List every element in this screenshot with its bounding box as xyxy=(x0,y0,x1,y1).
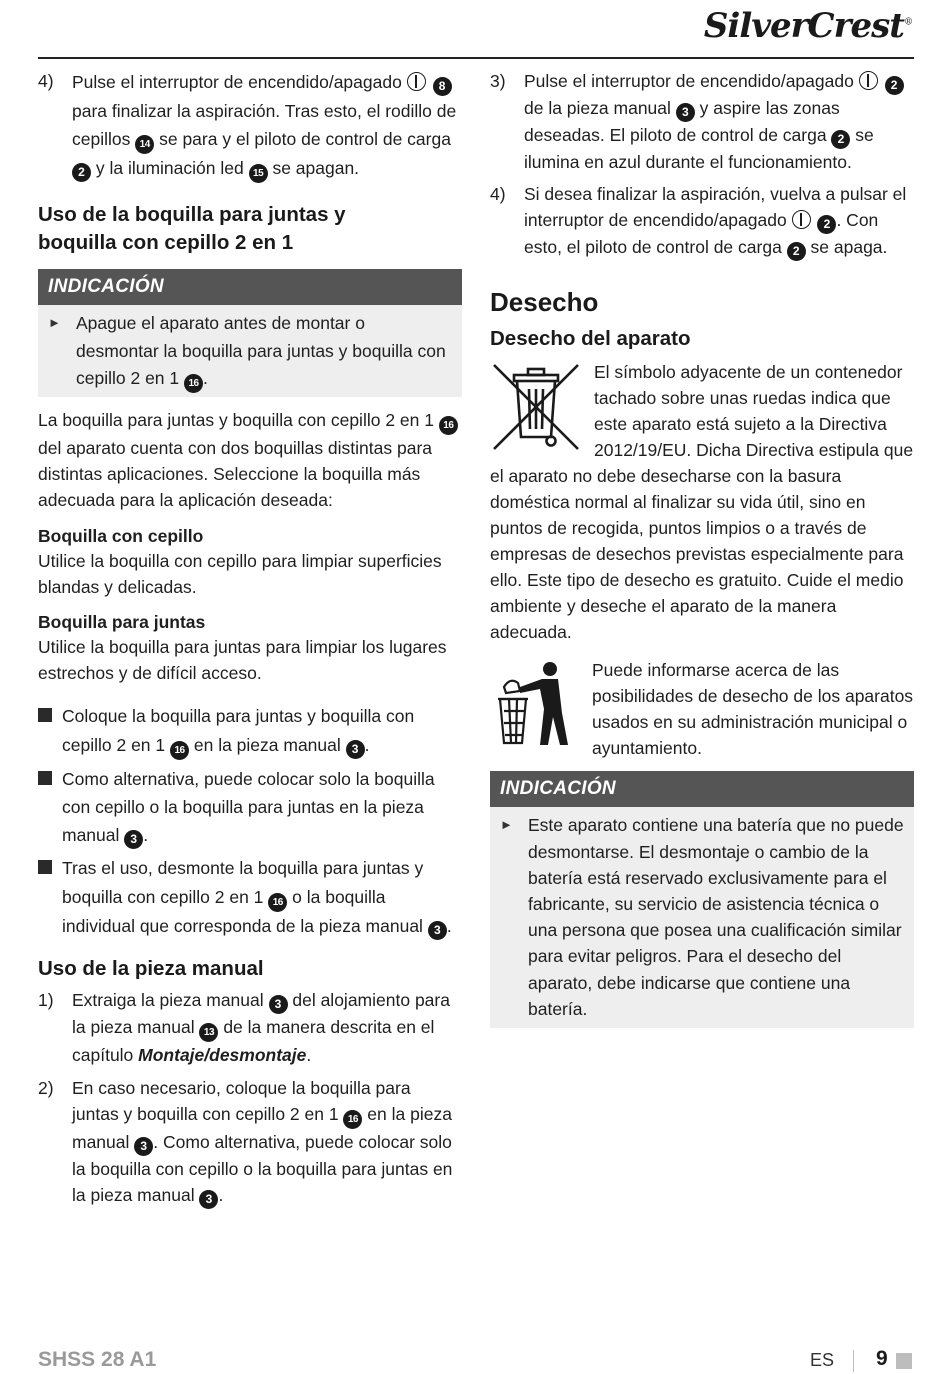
paragraph-nozzles: La boquilla para juntas y boquilla con cepillo 2 en 1 16 del aparato cuenta con dos boquillas distintas para distintas aplicaciones. Seleccione la boquilla más adecuada para la aplicación deseada: xyxy=(38,407,462,514)
callout-badge: 3 xyxy=(199,1190,218,1209)
power-icon xyxy=(859,71,878,90)
callout-badge: 14 xyxy=(135,135,154,154)
subheading-device-disposal: Desecho del aparato xyxy=(490,327,691,351)
bin-block xyxy=(490,657,914,761)
note-heading: INDICACIÓN xyxy=(490,771,914,807)
callout-badge: 16 xyxy=(268,893,287,912)
page-number: 9 xyxy=(876,1347,888,1370)
weee-text: El símbolo adyacente de un contenedor tachado sobre unas ruedas indica que este aparato está sujeto a la Directiva 2012/19/EU. Dicha Directiva estipula que el aparato no debe desecharse con la basura doméstica normal al finalizar su vida útil, sino en puntos de recogida, puntos limpios o a través de empresas de desechos previstas especialmente para ello. Este tipo de desecho es gratuito. Cuide el medio ambiente y deseche el aparato de la manera adecuada. xyxy=(490,362,914,643)
callout-badge: 2 xyxy=(72,163,91,182)
callout-badge: 2 xyxy=(817,215,836,234)
callout-badge: 3 xyxy=(428,921,447,940)
brand-logo: SilverCrest® xyxy=(703,6,912,46)
text-crevice-nozzle: Utilice la boquilla para juntas para limpiar los lugares estrechos y de difícil acceso. xyxy=(38,637,447,684)
right-column xyxy=(490,64,914,1028)
callout-badge: 16 xyxy=(343,1110,362,1129)
arrow-icon: ► xyxy=(48,315,61,330)
callout-badge: 3 xyxy=(134,1137,153,1156)
section-title-handpiece: Uso de la pieza manual xyxy=(38,957,264,981)
callout-badge: 8 xyxy=(433,77,452,96)
text-brush-nozzle: Utilice la boquilla con cepillo para limpiar superficies blandas y delicadas. xyxy=(38,550,442,597)
footer-divider xyxy=(853,1350,854,1372)
callout-badge: 16 xyxy=(170,741,189,760)
left-column xyxy=(38,64,462,1215)
bullet-list xyxy=(38,702,462,941)
bin-text: Puede informarse acerca de las posibilidades de desecho de los aparatos usados en su administración municipal o ayuntamiento. xyxy=(592,660,914,759)
callout-badge: 3 xyxy=(676,103,695,122)
step-4-left: 4) Pulse el interruptor de encendido/apagado 8 para finalizar la aspiración. Tras esto, el rodillo de cepillos 14 se para y el piloto de control de carga 2 y la iluminación led 15 se apagan. xyxy=(38,68,462,183)
person-bin-icon xyxy=(490,659,580,751)
callout-badge: 2 xyxy=(831,130,850,149)
subheading-brush-nozzle: Boquilla con cepillo xyxy=(38,525,204,546)
power-icon xyxy=(792,210,811,229)
header-rule xyxy=(38,57,914,59)
callout-badge: 2 xyxy=(787,242,806,261)
callout-badge: 16 xyxy=(184,374,203,393)
callout-badge: 3 xyxy=(346,740,365,759)
callout-badge: 13 xyxy=(199,1023,218,1042)
arrow-icon: ► xyxy=(500,817,513,833)
note-heading: INDICACIÓN xyxy=(38,269,462,305)
callout-badge: 3 xyxy=(269,995,288,1014)
step-3-right: 3) Pulse el interruptor de encendido/apagado 2 de la pieza manual 3 y aspire las zonas deseadas. El piloto de control de carga 2 se ilumina en azul durante el funcionamiento. xyxy=(490,68,914,175)
step-4-right: 4) Si desea finalizar la aspiración, vuelva a pulsar el interruptor de encendido/apagado 2 . Con esto, el piloto de control de carga 2 se apaga. xyxy=(490,181,914,261)
step-2: 2) En caso necesario, coloque la boquilla para juntas y boquilla con cepillo 2 en 1 16 en la pieza manual 3 . Como alternativa, puede colocar solo la boquilla con cepillo o la boquilla para juntas en la pieza manual 3 . xyxy=(38,1075,462,1209)
footer-square-icon xyxy=(896,1353,912,1369)
callout-badge: 2 xyxy=(885,76,904,95)
weee-block xyxy=(490,359,914,645)
note-box-1: INDICACIÓN ► Apague el aparato antes de montar o desmontar la boquilla para juntas y boquilla con cepillo 2 en 1 16 . xyxy=(38,269,462,397)
callout-badge: 15 xyxy=(249,164,268,183)
crossed-bin-icon xyxy=(490,361,582,453)
footer-language: ES xyxy=(810,1350,835,1370)
callout-badge: 3 xyxy=(124,830,143,849)
power-icon xyxy=(407,72,426,91)
section-title-disposal: Desecho xyxy=(490,287,599,318)
list-item: Coloque la boquilla para juntas y boquilla con cepillo 2 en 1 16 en la pieza manual 3 . xyxy=(38,702,462,760)
section-title-nozzles: Uso de la boquilla para juntas y boquilla con cepillo 2 en 1 xyxy=(38,203,346,254)
subheading-crevice-nozzle: Boquilla para juntas xyxy=(38,612,206,633)
list-item: Tras el uso, desmonte la boquilla para juntas y boquilla con cepillo 2 en 1 16 o la boquilla individual que corresponda de la pieza manual 3 . xyxy=(38,854,462,941)
note-box-2: INDICACIÓN ► Este aparato contiene una batería que no puede desmontarse. El desmontaje o cambio de la batería está reservado exclusivamente para el fabricante, su servicio de asistencia técnica o una persona que posea una cualificación similar para evitar peligros. Para el desecho del aparato, debe indicarse que contiene una batería. xyxy=(490,771,914,1028)
footer-model: SHSS 28 A1 xyxy=(38,1348,157,1371)
step-1: 1) Extraiga la pieza manual 3 del alojamiento para la pieza manual 13 de la manera descrita en el capítulo Montaje/desmontaje. xyxy=(38,990,450,1066)
list-item: Como alternativa, puede colocar solo la boquilla con cepillo o la boquilla para juntas en la pieza manual 3 . xyxy=(38,765,462,849)
callout-badge: 16 xyxy=(439,416,458,435)
